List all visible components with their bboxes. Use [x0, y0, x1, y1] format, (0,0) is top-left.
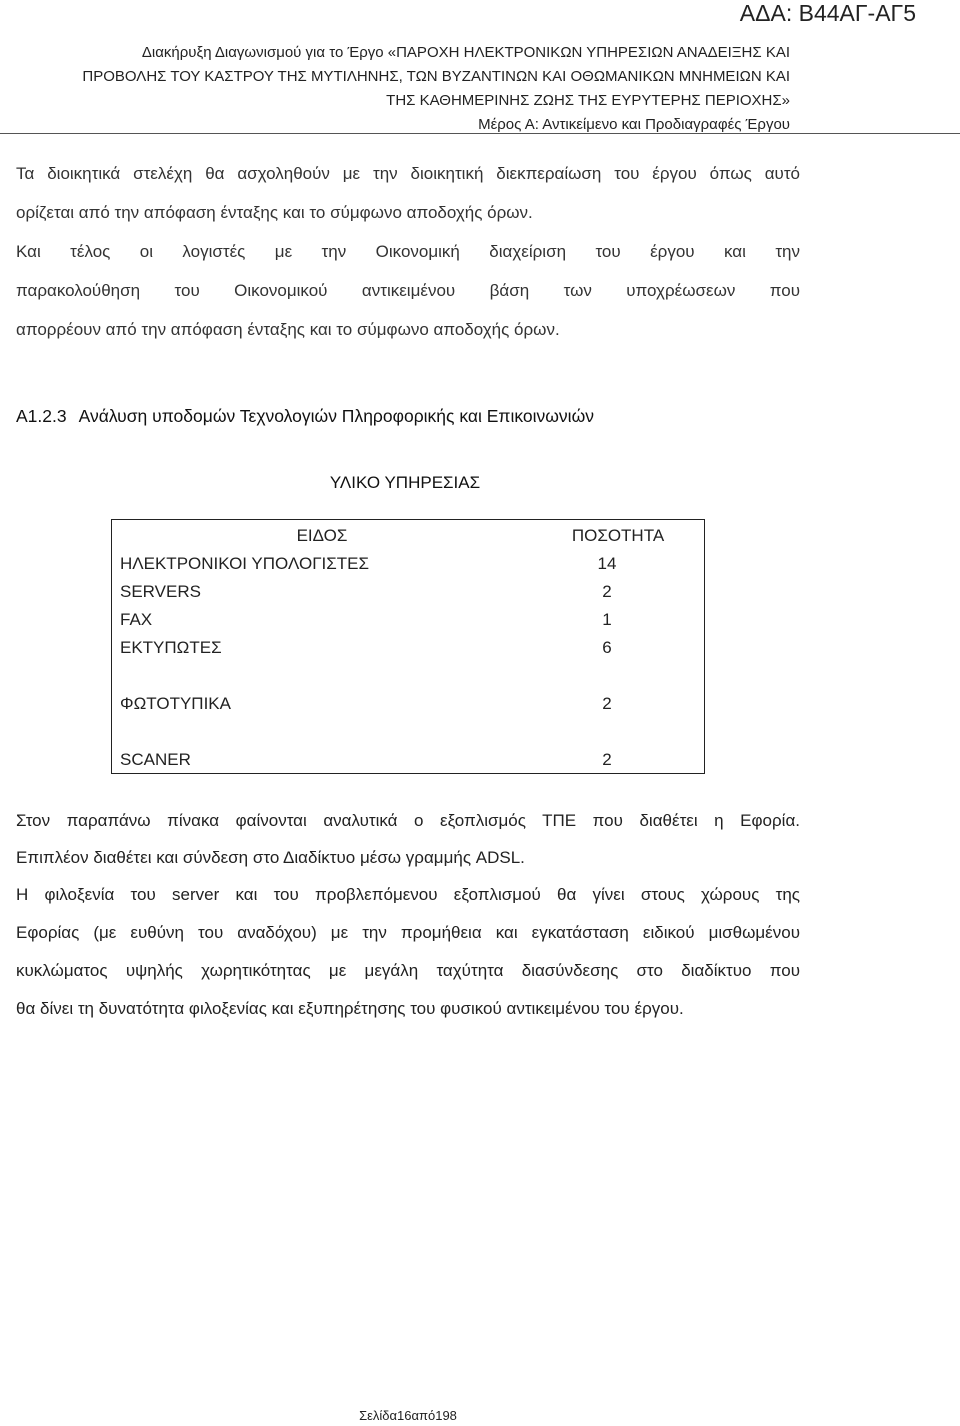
table-caption: ΥΛΙΚΟ ΥΠΗΡΕΣΙΑΣ — [329, 473, 481, 492]
header-divider — [0, 133, 960, 134]
intro-text-line: Και τέλος οι λογιστές με την Οικονομική διαχείριση του έργου και την — [16, 242, 800, 261]
quantity-cell: 2 — [602, 582, 612, 601]
header-line: ΤΗΣ ΚΑΘΗΜΕΡΙΝΗΣ ΖΩΗΣ ΤΗΣ ΕΥΡΥΤΕΡΗΣ ΠΕΡΙΟΧΗΣ» — [386, 92, 790, 109]
item-cell: SERVERS — [120, 582, 201, 601]
header-subtitle: Μέρος Α: Αντικείμενο και Προδιαγραφές Έργου — [478, 116, 790, 133]
column-header-quantity: ΠΟΣΟΤΗΤΑ — [571, 526, 665, 545]
body-text-line: Η φιλοξενία του server και του προβλεπόμενου εξοπλισμού θα γίνει στους χώρους της — [16, 885, 800, 904]
table-row — [112, 606, 704, 634]
body-text-line: Στον παραπάνω πίνακα φαίνονται αναλυτικά ο εξοπλισμός ΤΠΕ που διαθέτει η Εφορία. — [16, 811, 800, 830]
quantity-cell: 14 — [597, 554, 617, 573]
intro-paragraphs — [16, 154, 800, 349]
body-text-line: Επιπλέον διαθέτει και σύνδεση στο Διαδίκτυο μέσω γραμμής ADSL. — [16, 848, 525, 867]
table-row — [112, 578, 704, 606]
quantity-cell: 6 — [602, 638, 612, 657]
quantity-cell: 2 — [602, 750, 612, 769]
header-line: Διακήρυξη Διαγωνισμού για το Έργο «ΠΑΡΟΧΗ ΗΛΕΚΤΡΟΝΙΚΩΝ ΥΠΗΡΕΣΙΩΝ ΑΝΑΔΕΙΞΗΣ ΚΑΙ — [141, 44, 790, 61]
intro-text-line: παρακολούθηση του Οικονομικού αντικειμένου βάση των υποχρέωσεων που — [16, 281, 800, 300]
page-number: Σελίδα16από198 — [359, 1408, 457, 1423]
body-paragraphs — [16, 802, 800, 1028]
item-cell: SCANER — [120, 750, 191, 769]
intro-text-line: ορίζεται από την απόφαση ένταξης και το σύμφωνο αποδοχής όρων. — [16, 203, 533, 222]
document-header — [0, 41, 790, 137]
item-cell: ΗΛΕΚΤΡΟΝΙΚΟΙ ΥΠΟΛΟΓΙΣΤΕΣ — [120, 554, 370, 573]
item-cell: ΦΩΤΟΤΥΠΙΚΑ — [120, 694, 231, 713]
table-row — [112, 634, 704, 662]
ada-code: ΑΔΑ: Β44ΑΓ-ΑΓ5 — [739, 0, 916, 26]
table-row — [112, 746, 704, 774]
table-row — [112, 690, 704, 718]
header-line: ΠΡΟΒΟΛΗΣ ΤΟΥ ΚΑΣΤΡΟΥ ΤΗΣ ΜΥΤΙΛΗΝΗΣ, ΤΩΝ ΒΥΖΑΝΤΙΝΩΝ ΚΑΙ ΟΘΩΜΑΝΙΚΩΝ ΜΝΗΜΕΙΩΝ ΚΑΙ — [82, 68, 790, 85]
table-header-row — [112, 522, 704, 550]
item-cell: ΕΚΤΥΠΩΤΕΣ — [120, 638, 222, 657]
quantity-cell: 2 — [602, 694, 612, 713]
section-title: Ανάλυση υποδομών Τεχνολογιών Πληροφορικής και Επικοινωνιών — [78, 406, 594, 426]
intro-text-line: απορρέουν από την απόφαση ένταξης και το σύμφωνο αποδοχής όρων. — [16, 320, 560, 339]
column-header-item: ΕΙΔΟΣ — [296, 526, 348, 545]
equipment-table — [111, 519, 705, 774]
body-text-line: κυκλώματος υψηλής χωρητικότητας με μεγάλη ταχύτητα διασύνδεσης στο διαδίκτυο που — [16, 961, 800, 980]
body-text-line: θα δίνει τη δυνατότητα φιλοξενίας και εξυπηρέτησης του φυσικού αντικειμένου του έργου. — [16, 999, 684, 1018]
section-heading — [16, 401, 594, 431]
quantity-cell: 1 — [602, 610, 612, 629]
intro-text-line: Τα διοικητικά στελέχη θα ασχοληθούν με την διοικητική διεκπεραίωση του έργου όπως αυτό — [16, 164, 800, 183]
body-text-line: Εφορίας (με ευθύνη του αναδόχου) με την προμήθεια και εγκατάσταση ειδικού μισθωμένου — [16, 923, 800, 942]
item-cell: FAX — [120, 610, 153, 629]
section-number: Α1.2.3 — [16, 406, 67, 426]
table-row — [112, 550, 704, 578]
